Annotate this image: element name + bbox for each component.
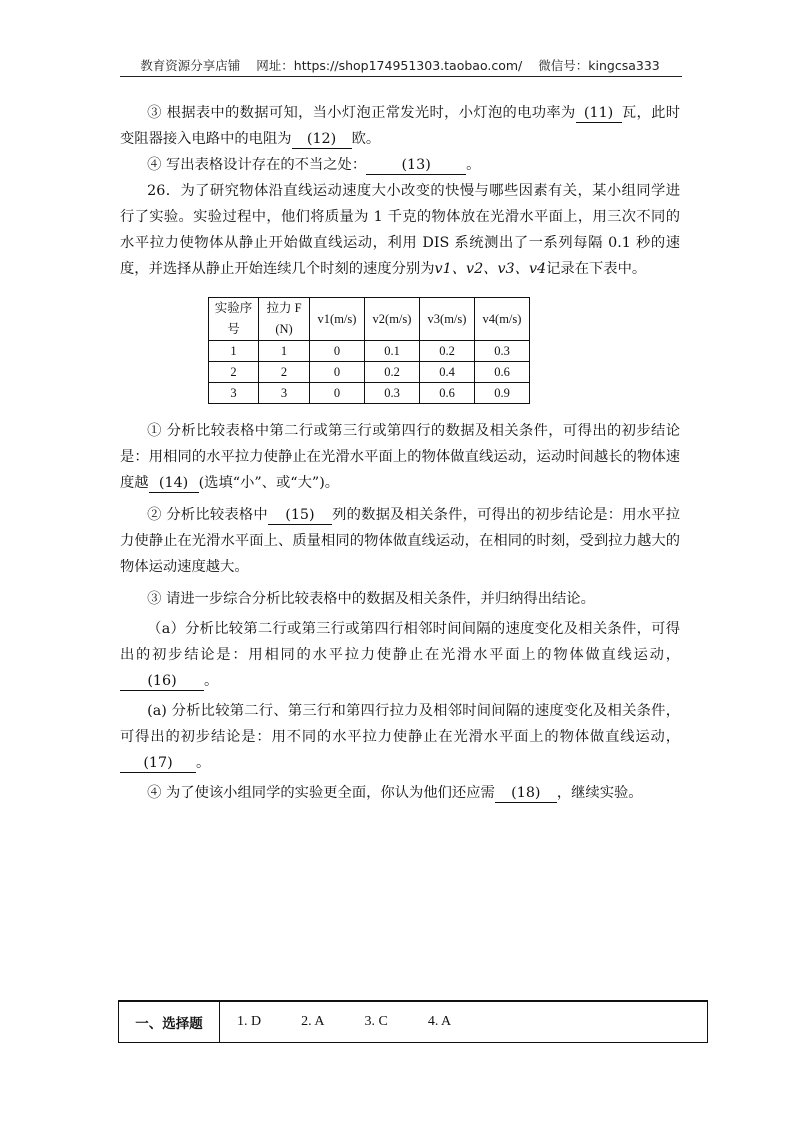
blank-17: (17) bbox=[120, 754, 196, 773]
q26-intro-part1: 26．为了研究物体沿直线运动速度大小改变的快慢与哪些因素有关，某小组同学进行了实验。实验过程中，他们将质量为 1 千克的物体放在光滑水平面上，用三次不同的水平拉力使物体从静止开始做直线运动，利用 DIS 系统测出了一系列每隔 0.1 秒的速度，并选择从静止开始连续几个时刻的速度分别为 bbox=[120, 183, 680, 277]
table-row bbox=[209, 383, 530, 404]
blank-15: (15) bbox=[268, 506, 332, 525]
table-cell: 0 bbox=[310, 341, 365, 362]
q26-item1-text: ① 分析比较表格中第二行或第三行或第四行的数据及相关条件，可得出的初步结论是：用相同的水平拉力使静止在光滑水平面上的物体做直线运动，运动时间越长的物体速度越 bbox=[120, 423, 680, 491]
table-row bbox=[209, 341, 530, 362]
table-cell: 0 bbox=[310, 383, 365, 404]
wechat-label: 微信号： bbox=[538, 58, 589, 73]
q26-item1-end: (选填“小”、或“大”)。 bbox=[198, 475, 340, 491]
url-info bbox=[256, 58, 522, 73]
answer-item: 3. C bbox=[364, 1014, 388, 1029]
url-link[interactable]: https://shop174951303.taobao.com/ bbox=[293, 58, 523, 73]
q26-item-3b bbox=[120, 698, 680, 776]
q26-item3b-end: 。 bbox=[196, 755, 211, 771]
table-cell: 0.4 bbox=[420, 362, 475, 383]
table-cell: 0 bbox=[310, 362, 365, 383]
q26-item2-end: 列的数据及相关条件，可得出的初步结论是：用水平拉力使静止在光滑水平面上、质量相同的物体做直线运动，在相同的时刻，受到拉力越大的物体运动速度越大。 bbox=[120, 507, 681, 575]
table-cell: 0.3 bbox=[365, 383, 420, 404]
table-cell: 0.2 bbox=[365, 362, 420, 383]
blank-16: (16) bbox=[120, 672, 204, 691]
q26-velocity-vars: v1、v2、v3、v4 bbox=[434, 261, 547, 277]
q26-intro-text bbox=[120, 178, 680, 282]
answer-section-label: 一、选择题 bbox=[119, 1002, 220, 1042]
experiment-table bbox=[208, 297, 530, 404]
header-cell: 拉力 F (N) bbox=[259, 298, 310, 341]
q26-item-4 bbox=[120, 780, 680, 806]
blank-18: (18) bbox=[495, 784, 557, 803]
answer-item: 1. D bbox=[237, 1014, 262, 1029]
blank-13: (13) bbox=[366, 156, 466, 175]
q26-item-2 bbox=[120, 502, 680, 580]
q26-item3a-end: 。 bbox=[204, 673, 219, 689]
table-cell: 3 bbox=[209, 383, 259, 404]
answer-key-box bbox=[118, 1000, 708, 1043]
wechat-info bbox=[538, 58, 660, 73]
table-cell: 2 bbox=[209, 362, 259, 383]
answer-item: 2. A bbox=[301, 1014, 325, 1029]
table-cell: 0.6 bbox=[475, 362, 530, 383]
header-cell: v2(m/s) bbox=[365, 298, 420, 341]
q25-item-4 bbox=[120, 152, 680, 178]
header-cell: v4(m/s) bbox=[475, 298, 530, 341]
q26-item2-text: ② 分析比较表格中 bbox=[147, 507, 268, 523]
table-cell: 0.2 bbox=[420, 341, 475, 362]
q26-item4-text: ④ 为了使该小组同学的实验更全面，你认为他们还应需 bbox=[147, 785, 495, 801]
q25-item3-text: ③ 根据表中的数据可知，当小灯泡正常发光时，小灯泡的电功率为 bbox=[147, 105, 576, 121]
blank-12: (12) bbox=[292, 130, 352, 149]
q25-item4-text: ④ 写出表格设计存在的不当之处： bbox=[147, 157, 367, 173]
table-cell: 0.1 bbox=[365, 341, 420, 362]
table-cell: 0.3 bbox=[475, 341, 530, 362]
table-cell: 0.6 bbox=[420, 383, 475, 404]
table-cell: 0.9 bbox=[475, 383, 530, 404]
header-cell: v1(m/s) bbox=[310, 298, 365, 341]
table-row bbox=[209, 362, 530, 383]
blank-11: (11) bbox=[576, 104, 622, 123]
q25-item3-text-d: 欧。 bbox=[351, 131, 381, 147]
q26-item-1 bbox=[120, 418, 680, 496]
q25-item3-text-c: 变阻器接入电路中的电阻为 bbox=[120, 131, 292, 147]
question-25-block bbox=[120, 100, 680, 178]
answer-item: 4. A bbox=[427, 1014, 452, 1029]
q26-item-3a bbox=[120, 616, 680, 694]
wechat-id: kingcsa333 bbox=[588, 58, 660, 73]
q26-item3a-text: （a）分析比较第二行或第三行或第四行相邻时间间隔的速度变化及相关条件，可得出的初步结论是：用相同的水平拉力使静止在光滑水平面上的物体做直线运动， bbox=[120, 621, 680, 663]
answer-list bbox=[237, 1002, 451, 1042]
q26-item-3: ③ 请进一步综合分析比较表格中的数据及相关条件，并归纳得出结论。 bbox=[147, 591, 595, 607]
table-cell: 2 bbox=[259, 362, 310, 383]
table-header-row bbox=[209, 298, 530, 341]
header-cell: 实验序号 bbox=[209, 298, 259, 341]
table-cell: 1 bbox=[259, 341, 310, 362]
shop-name: 教育资源分享店铺 bbox=[140, 58, 241, 73]
q26-item3b-text: (a) 分析比较第二行、第三行和第四行拉力及相邻时间间隔的速度变化及相关条件，可得出的初步结论是：用不同的水平拉力使静止在光滑水平面上的物体做直线运动， bbox=[120, 703, 680, 745]
q25-item3-text-b: 瓦，此时 bbox=[621, 105, 681, 121]
q25-item4-end: 。 bbox=[466, 157, 481, 173]
table-cell: 1 bbox=[209, 341, 259, 362]
q25-item-3 bbox=[120, 100, 680, 152]
page-header bbox=[120, 56, 680, 76]
url-label: 网址： bbox=[256, 58, 294, 73]
question-26-intro bbox=[120, 178, 680, 282]
blank-14: (14) bbox=[149, 474, 199, 493]
q26-item4-end: ，继续实验。 bbox=[556, 785, 643, 801]
q26-intro-part2: 记录在下表中。 bbox=[546, 261, 647, 277]
header-cell: v3(m/s) bbox=[420, 298, 475, 341]
question-26-items bbox=[120, 418, 680, 806]
header-divider bbox=[120, 76, 682, 77]
table-cell: 3 bbox=[259, 383, 310, 404]
